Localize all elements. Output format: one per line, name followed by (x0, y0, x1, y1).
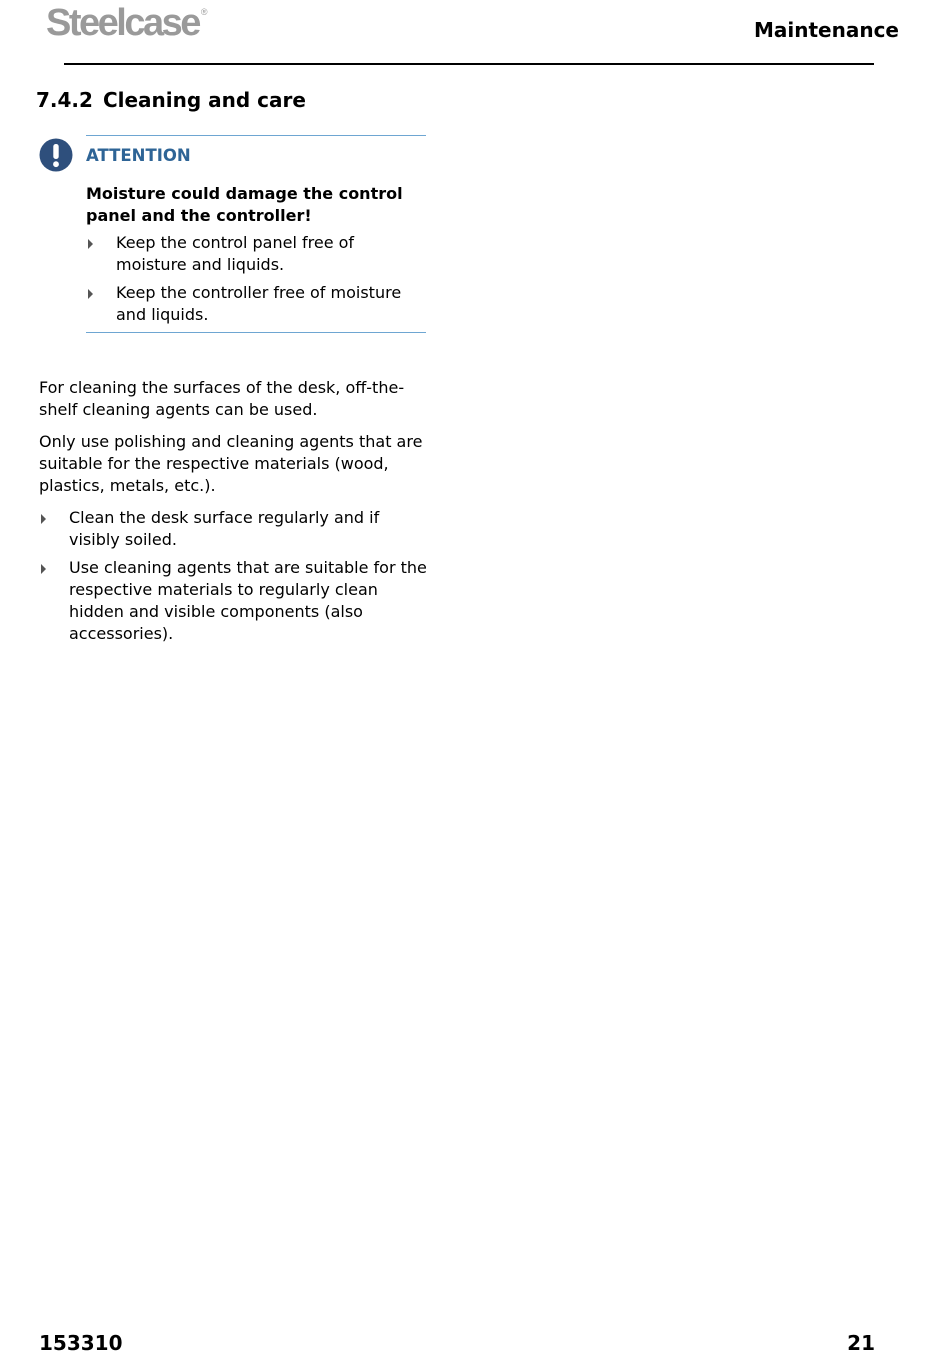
instruction-list (39, 507, 434, 645)
logo-text: Steelcase (46, 2, 199, 44)
list-item-text: Keep the control panel free of moisture and liquids. (116, 233, 355, 274)
attention-title: ATTENTION (86, 146, 191, 165)
list-item (39, 557, 434, 645)
attention-box (86, 135, 426, 333)
paragraph: Only use polishing and cleaning agents that are suitable for the respective materials (wood, plastics, metals, etc.). (39, 432, 423, 495)
heading-title: Cleaning and care (102, 88, 306, 112)
list-item-text: Use cleaning agents that are suitable for the respective materials to regularly clean hidden and visible components (also accessories). (69, 558, 427, 643)
header-divider (64, 63, 874, 65)
heading-number: 7.4.2 (36, 88, 93, 112)
list-item-text: Keep the controller free of moisture and liquids. (116, 283, 402, 324)
section-header: Maintenance (753, 18, 899, 42)
page-number: 21 (847, 1331, 875, 1355)
document-number: 153310 (39, 1331, 123, 1355)
steelcase-logo (46, 2, 208, 45)
list-item (86, 282, 426, 326)
list-item (86, 232, 426, 276)
logo-registered-mark: ® (200, 7, 208, 18)
arrow-right-icon (41, 514, 46, 524)
body-text (39, 377, 434, 651)
paragraph: For cleaning the surfaces of the desk, off-the-shelf cleaning agents can be used. (39, 378, 405, 419)
list-item (39, 507, 434, 551)
list-item-text: Clean the desk surface regularly and if visibly soiled. (69, 508, 380, 549)
attention-list (86, 232, 426, 326)
arrow-right-icon (88, 289, 93, 299)
attention-warning: Moisture could damage the control panel and the controller! (86, 184, 403, 225)
arrow-right-icon (41, 564, 46, 574)
arrow-right-icon (88, 239, 93, 249)
exclamation-icon (39, 138, 73, 172)
page-heading (36, 88, 306, 112)
